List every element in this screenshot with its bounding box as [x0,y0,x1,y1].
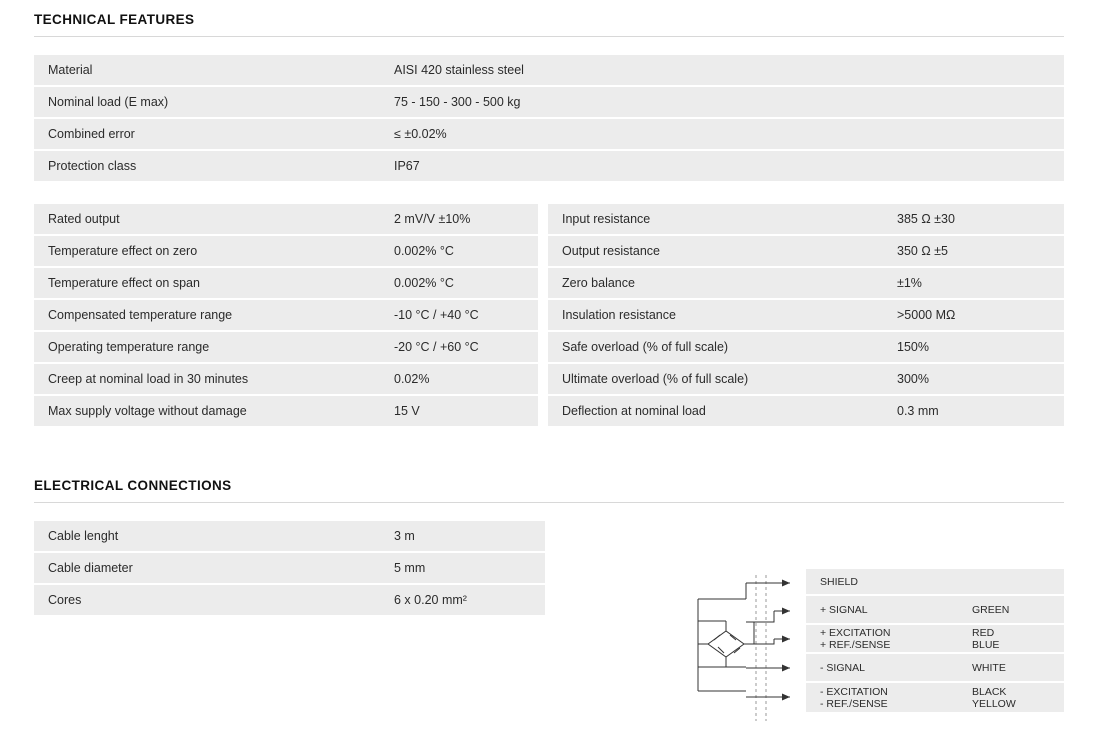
spec-label: Nominal load (E max) [34,86,390,118]
wiring-color [972,686,1016,710]
spec-label: Max supply voltage without damage [34,395,390,426]
wiring-diagram [694,569,1064,730]
table-row [34,363,1064,395]
table-row [34,521,545,552]
wiring-color [972,604,1009,616]
spec-value: ≤ ±0.02% [390,118,1064,150]
spec-label: Cable diameter [34,552,390,584]
wiring-color-line1: GREEN [972,603,1010,616]
technical-features-primary-table [34,55,1064,181]
table-row [34,552,545,584]
table-row [34,299,1064,331]
wiring-color-line1: RED [972,626,995,639]
spec-value: 0.002% °C [390,235,538,267]
column-spacer [538,395,548,426]
wheatstone-bridge-icon [694,569,814,730]
spec-label: Operating temperature range [34,331,390,363]
spec-label: Combined error [34,118,390,150]
spec-value: -20 °C / +60 °C [390,331,538,363]
column-spacer [538,299,548,331]
wiring-function-line1: SHIELD [820,575,858,588]
wiring-color-line1: WHITE [972,661,1006,674]
electrical-connections-title: ELECTRICAL CONNECTIONS [34,478,232,493]
spec-label: Rated output [34,204,390,235]
spec-value: 0.002% °C [390,267,538,299]
table-row [34,86,1064,118]
table-row [34,267,1064,299]
spec-label: Output resistance [548,235,893,267]
spec-value: 150% [893,331,1064,363]
electrical-connections-divider [34,502,1064,503]
spec-label: Deflection at nominal load [548,395,893,426]
wiring-function-line2: - REF./SENSE [820,697,888,710]
spec-label: Temperature effect on span [34,267,390,299]
table-row [34,55,1064,86]
spec-value: AISI 420 stainless steel [390,55,1064,86]
spec-label: Compensated temperature range [34,299,390,331]
spec-label: Insulation resistance [548,299,893,331]
spec-label: Ultimate overload (% of full scale) [548,363,893,395]
spec-label: Safe overload (% of full scale) [548,331,893,363]
spec-label: Creep at nominal load in 30 minutes [34,363,390,395]
column-spacer [538,331,548,363]
spec-value: >5000 MΩ [893,299,1064,331]
wiring-function-line1: - SIGNAL [820,661,865,674]
wiring-color-line1: BLACK [972,685,1007,698]
table-row [34,584,545,615]
wiring-color-line2: BLUE [972,638,1000,651]
spec-value: 0.3 mm [893,395,1064,426]
table-row [34,204,1064,235]
spec-value: 75 - 150 - 300 - 500 kg [390,86,1064,118]
wiring-function [820,662,972,674]
column-spacer [538,267,548,299]
spec-value: 385 Ω ±30 [893,204,1064,235]
table-row [34,331,1064,363]
wiring-row [806,569,1064,596]
wiring-function [820,686,972,710]
spec-value: 300% [893,363,1064,395]
technical-features-detail-table [34,204,1064,426]
spec-value: 6 x 0.20 mm² [390,584,545,615]
wiring-function-line1: - EXCITATION [820,685,888,698]
spec-value: -10 °C / +40 °C [390,299,538,331]
technical-features-divider [34,36,1064,37]
wiring-function [820,627,972,651]
spec-label: Cores [34,584,390,615]
spec-value: 0.02% [390,363,538,395]
spec-value: IP67 [390,150,1064,181]
wiring-color-line2: YELLOW [972,697,1016,710]
spec-value: 15 V [390,395,538,426]
column-spacer [538,235,548,267]
wiring-row [806,683,1064,712]
spec-label: Zero balance [548,267,893,299]
spec-label: Input resistance [548,204,893,235]
table-row [34,118,1064,150]
wiring-function-line1: + EXCITATION [820,626,891,639]
cable-specs-table [34,521,545,615]
wiring-row [806,654,1064,683]
wiring-function [820,576,972,588]
wiring-function-line1: + SIGNAL [820,603,868,616]
electrical-connections-section [34,478,1064,710]
wiring-function [820,604,972,616]
wiring-row [806,625,1064,654]
spec-value: ±1% [893,267,1064,299]
wiring-legend [806,569,1064,712]
spec-value: 5 mm [390,552,545,584]
table-row [34,150,1064,181]
electrical-connections-body [34,521,1064,710]
spec-label: Cable lenght [34,521,390,552]
spec-value: 3 m [390,521,545,552]
wiring-row [806,596,1064,625]
spec-label: Temperature effect on zero [34,235,390,267]
spec-label: Material [34,55,390,86]
spec-value: 2 mV/V ±10% [390,204,538,235]
spec-label: Protection class [34,150,390,181]
table-row [34,395,1064,426]
table-row [34,235,1064,267]
wiring-color [972,662,1006,674]
technical-features-title: TECHNICAL FEATURES [34,12,195,27]
column-spacer [538,363,548,395]
wiring-color [972,627,999,651]
wiring-function-line2: + REF./SENSE [820,638,891,651]
technical-features-section [34,12,1064,426]
spec-value: 350 Ω ±5 [893,235,1064,267]
column-spacer [538,204,548,235]
